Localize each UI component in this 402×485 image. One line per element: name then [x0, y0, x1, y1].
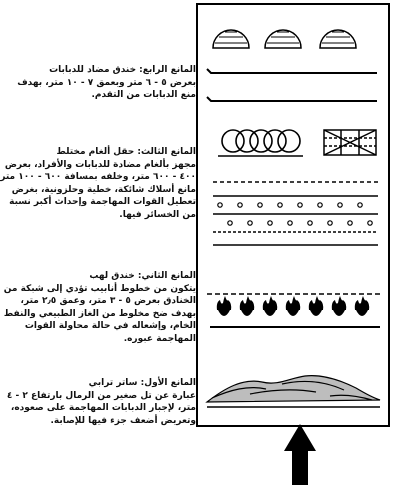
mine-icon — [348, 221, 352, 225]
flame-icon — [309, 296, 323, 316]
mine-icon — [358, 203, 362, 207]
obstacle-2-body: يتكون من خطوط أنابيب تؤدي إلى شبكة من الخنادق بعرض ٥ - ٣ متر، وعمق ٢٫٥ متر، بهدف ضخ مخلوط من الغاز الطبيعي والنفط الخام، وإشعاله في حالة محاولة القوات المهاجمة عبوره. — [3, 283, 196, 344]
flame-icon — [240, 296, 254, 316]
mine-row — [218, 203, 362, 207]
obstacle-2-title: المانع الثاني: خندق لهب — [89, 271, 196, 281]
linear-wire-icon — [324, 130, 376, 155]
ditch-line-front — [207, 69, 377, 73]
ditch-line-back — [207, 97, 377, 101]
flame-icon — [263, 296, 277, 316]
barbed-wire-symbol — [218, 130, 376, 156]
obstacle-1-title: المانع الأول: ساتر ترابي — [88, 378, 196, 388]
flame-icon — [355, 296, 369, 316]
mine-icon — [218, 203, 222, 207]
mine-icon — [228, 221, 232, 225]
mine-icon — [238, 203, 242, 207]
mine-icon — [258, 203, 262, 207]
diagram-frame — [197, 4, 389, 426]
mine-icon — [298, 203, 302, 207]
mine-icon — [308, 221, 312, 225]
mine-icon — [318, 203, 322, 207]
obstacle-1-body: عبارة عن تل صغير من الرمال بارتفاع ٢ - ٤ متر، لإجبار الدبابات المهاجمة على صعوده، وتعريض أضعف جزء فيها للإصابة. — [6, 390, 196, 426]
obstacle-4-title: المانع الرابع: خندق مضاد للدبابات — [49, 65, 196, 75]
spiral-wire-icon — [218, 130, 303, 156]
mine-icon — [268, 221, 272, 225]
attack-direction-arrow — [284, 424, 316, 485]
mine-icon — [288, 221, 292, 225]
obstacle-3-body: مجهز بألغام مضادة للدبابات والأفراد، بعرض ٤٠٠ - ٦٠٠ متر، وخلفه بمسافة ٦٠٠ - ١٠٠ متر مانع أسلاك شائكة، خطية وحلزونية، بغرض تعطيل القوات المهاجمة وإحداث أكبر نسبة من الخسائر فيها. — [0, 159, 196, 220]
flame-row — [217, 296, 369, 316]
bunker-icon — [265, 30, 301, 48]
mine-icon — [368, 221, 372, 225]
minefield-symbol — [213, 182, 378, 245]
obstacle-3-title: المانع الثالث: حقل ألغام مختلط — [56, 147, 196, 157]
bunker-icon — [213, 30, 249, 48]
mine-row — [228, 221, 372, 225]
flame-icon — [286, 296, 300, 316]
mine-icon — [278, 203, 282, 207]
bunker-icon — [320, 30, 356, 48]
flame-icon — [332, 296, 346, 316]
berm-mound — [207, 376, 380, 402]
mine-icon — [328, 221, 332, 225]
sand-berm-symbol — [207, 376, 380, 407]
mine-icon — [338, 203, 342, 207]
obstacle-4-body: بعرض ٥ - ٦ متر وبعمق ٧ - ١٠ متر، بهدف منع الدبابات من التقدم. — [17, 77, 196, 100]
mine-icon — [248, 221, 252, 225]
anti-tank-ditch-symbol — [207, 30, 377, 101]
flame-icon — [217, 296, 231, 316]
flame-trench-symbol — [207, 294, 380, 327]
